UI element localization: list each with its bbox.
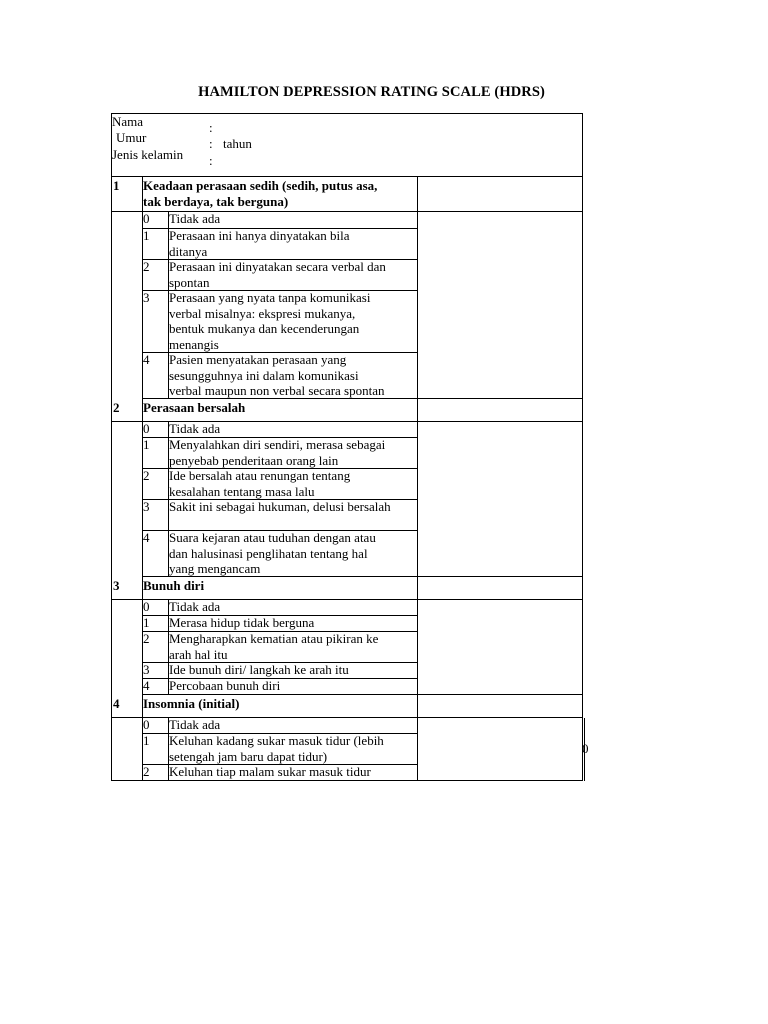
option-text: Sakit ini sebagai hukuman, delusi bersalah (169, 499, 391, 514)
item-title: Perasaan bersalah (143, 400, 246, 415)
option-score: 0 (143, 421, 150, 436)
option-score: 0 (143, 717, 150, 732)
option-score: 1 (143, 615, 150, 630)
option-text: arah hal itu (169, 646, 228, 662)
option-text: Perasaan yang nyata tanpa komunikasi (169, 290, 371, 305)
grid-line (417, 717, 418, 781)
grid-line (417, 176, 418, 212)
option-score: 2 (143, 259, 150, 274)
item-title: tak berdaya, tak berguna) (143, 194, 289, 209)
option-text: Tidak ada (169, 599, 221, 614)
option-score: 2 (143, 468, 150, 483)
grid-line (417, 694, 583, 695)
grid-line (417, 421, 583, 422)
item-number: 1 (113, 178, 120, 193)
option-score: 3 (143, 290, 150, 305)
option-score: 4 (143, 352, 150, 367)
option-text: menangis (169, 336, 219, 352)
option-text: Tidak ada (169, 421, 221, 436)
item-title: Insomnia (initial) (143, 696, 240, 711)
grid-line (417, 576, 418, 600)
gender-colon: : (209, 153, 213, 168)
option-text: Merasa hidup tidak berguna (169, 615, 315, 630)
option-text: Keluhan tiap malam sukar masuk tidur (169, 764, 371, 779)
grid-line (417, 398, 418, 422)
age-unit: tahun (223, 136, 252, 151)
grid-line (417, 717, 583, 718)
option-text: spontan (169, 274, 210, 290)
stray-score-mark: 0 (582, 741, 589, 756)
grid-line (417, 398, 583, 399)
grid-line (417, 421, 418, 577)
grid-line (417, 211, 583, 212)
option-text: Tidak ada (169, 717, 221, 732)
gender-label: Jenis kelamin (112, 147, 184, 162)
option-text: Ide bunuh diri/ langkah ke arah itu (169, 662, 349, 677)
option-score: 3 (143, 499, 150, 514)
option-text: ditanya (169, 243, 208, 259)
option-score: 1 (143, 437, 150, 452)
option-text: kesalahan tentang masa lalu (169, 483, 315, 499)
option-text: Perasaan ini dinyatakan secara verbal dan (169, 259, 386, 274)
item-number: 2 (113, 400, 120, 415)
grid-line (417, 694, 418, 718)
grid-line (417, 599, 583, 600)
grid-line (142, 694, 418, 695)
option-text: sesungguhnya ini dalam komunikasi (169, 367, 359, 383)
option-score: 1 (143, 733, 150, 748)
item-title: Keadaan perasaan sedih (sedih, putus asa, (143, 178, 378, 193)
option-score: 1 (143, 228, 150, 243)
name-colon: : (209, 120, 213, 135)
grid-line (111, 176, 583, 177)
grid-line (582, 113, 583, 781)
name-label: Nama (112, 114, 144, 129)
option-text: dan halusinasi penglihatan tentang hal (169, 545, 368, 561)
age-colon: : (209, 136, 213, 151)
option-score: 0 (143, 599, 150, 614)
age-label: Umur (116, 130, 147, 145)
grid-line (111, 113, 583, 114)
option-score: 2 (143, 631, 150, 646)
option-text: verbal maupun non verbal secara spontan (169, 383, 385, 398)
grid-line (111, 780, 583, 781)
grid-line (417, 211, 418, 399)
grid-line (417, 599, 418, 695)
option-score: 4 (143, 530, 150, 545)
option-text: Perasaan ini hanya dinyatakan bila (169, 228, 350, 243)
option-text: Menyalahkan diri sendiri, merasa sebagai (169, 437, 386, 452)
option-text: bentuk mukanya dan kecenderungan (169, 321, 360, 336)
option-text: Suara kejaran atau tuduhan dengan atau (169, 530, 376, 545)
grid-line (111, 113, 112, 781)
option-text: penyebab penderitaan orang lain (169, 452, 339, 468)
option-text: Keluhan kadang sukar masuk tidur (lebih (169, 733, 384, 748)
item-number: 4 (113, 696, 120, 711)
option-text: Percobaan bunuh diri (169, 678, 281, 693)
grid-line (417, 576, 583, 577)
option-score: 2 (143, 764, 150, 779)
item-number: 3 (113, 578, 120, 593)
option-score: 0 (143, 211, 150, 226)
option-text: setengah jam baru dapat tidur) (169, 748, 328, 764)
option-text: Tidak ada (169, 211, 221, 226)
item-title: Bunuh diri (143, 578, 205, 593)
option-text: verbal misalnya: ekspresi mukanya, (169, 305, 356, 321)
option-text: Mengharapkan kematian atau pikiran ke (169, 631, 379, 646)
option-text: Ide bersalah atau renungan tentang (169, 468, 351, 483)
option-text: Pasien menyatakan perasaan yang (169, 352, 347, 367)
page-title: HAMILTON DEPRESSION RATING SCALE (HDRS) (198, 84, 545, 100)
option-text: yang mengancam (169, 561, 261, 576)
option-score: 4 (143, 678, 150, 693)
option-score: 3 (143, 662, 150, 677)
